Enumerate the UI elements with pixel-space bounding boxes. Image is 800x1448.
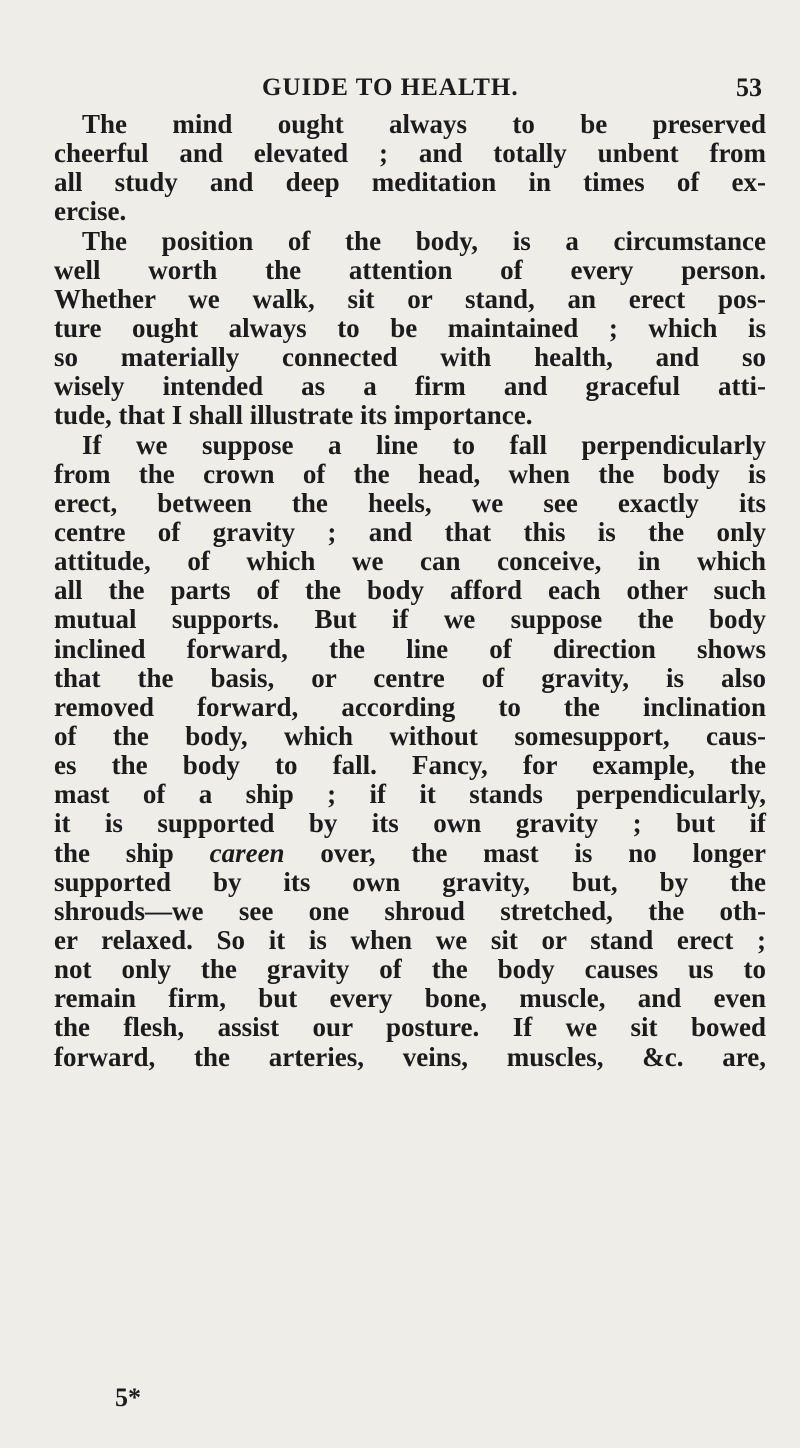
- body-text: [54, 110, 766, 1072]
- text-line: forward, the arteries, veins, muscles, &c. are,: [54, 1041, 766, 1072]
- text-line: [54, 839, 766, 868]
- italic-word: careen: [209, 837, 285, 868]
- text-line: mast of a ship ; if it stands perpendicularly,: [54, 779, 766, 810]
- text-segment: over, the mast is no longer: [284, 837, 766, 868]
- text-line: If we suppose a line to fall perpendicularly: [82, 429, 766, 460]
- text-segment: the ship: [54, 837, 210, 868]
- running-title: GUIDE TO HEALTH.: [262, 74, 519, 101]
- running-head: [262, 72, 762, 104]
- text-line: supported by its own gravity, but, by the: [54, 866, 766, 897]
- text-line: well worth the attention of every person.: [54, 254, 766, 285]
- text-line: attitude, of which we can conceive, in which: [54, 546, 766, 577]
- text-line: shrouds—we see one shroud stretched, the oth-: [54, 895, 766, 926]
- text-line: it is supported by its own gravity ; but if: [54, 808, 766, 839]
- text-line: from the crown of the head, when the body is: [54, 458, 766, 489]
- text-line: wisely intended as a firm and graceful atti-: [54, 371, 766, 402]
- text-line: cheerful and elevated ; and totally unbent from: [54, 138, 766, 169]
- text-line: that the basis, or centre of gravity, is also: [54, 662, 766, 693]
- text-line: Whether we walk, sit or stand, an erect pos-: [54, 283, 766, 314]
- text-line: er relaxed. So it is when we sit or stand erect ;: [54, 924, 766, 955]
- text-line: inclined forward, the line of direction shows: [54, 633, 766, 664]
- text-line: of the body, which without somesupport, caus-: [54, 720, 766, 751]
- text-line: so materially connected with health, and so: [54, 342, 766, 373]
- text-line: ture ought always to be maintained ; which is: [54, 312, 766, 343]
- text-line: mutual supports. But if we suppose the body: [54, 604, 766, 635]
- signature-mark: 5*: [115, 1383, 141, 1412]
- text-line: The mind ought always to be preserved: [82, 109, 766, 139]
- text-line: tude, that I shall illustrate its importance.: [54, 400, 533, 431]
- text-line: all study and deep meditation in times of ex-: [54, 167, 766, 198]
- text-line: removed forward, according to the inclination: [54, 691, 766, 722]
- text-line: not only the gravity of the body causes us to: [54, 954, 766, 985]
- page-number: 53: [736, 73, 762, 102]
- text-line: ercise.: [54, 196, 127, 227]
- text-line: all the parts of the body afford each other such: [54, 575, 766, 606]
- text-line: erect, between the heels, we see exactly its: [54, 487, 766, 518]
- text-line: remain firm, but every bone, muscle, and even: [54, 983, 766, 1014]
- text-line: The position of the body, is a circumstance: [82, 225, 766, 256]
- text-line: the flesh, assist our posture. If we sit bowed: [54, 1012, 766, 1043]
- text-line: es the body to fall. Fancy, for example, the: [54, 750, 766, 781]
- text-line: centre of gravity ; and that this is the only: [54, 516, 766, 547]
